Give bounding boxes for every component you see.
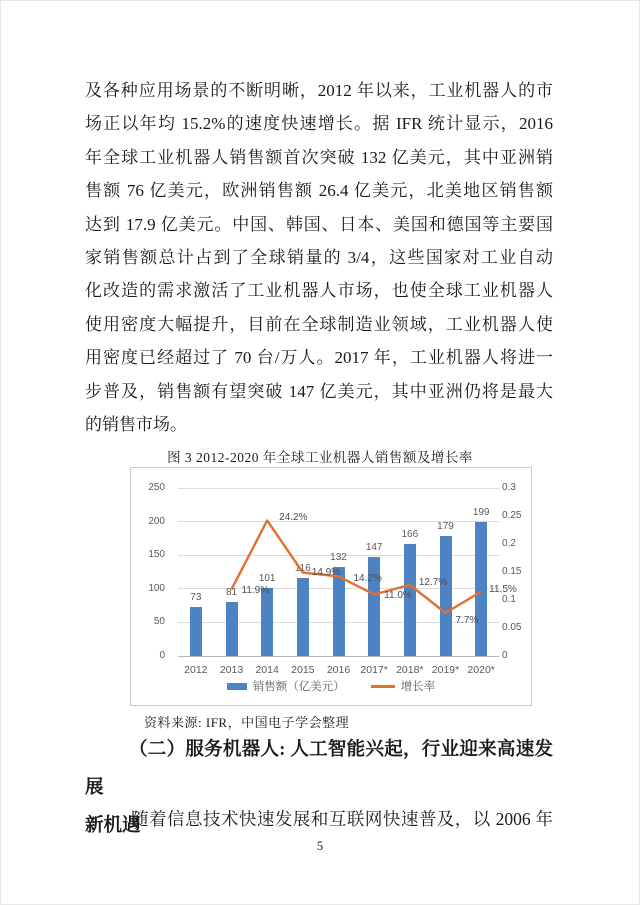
bar-value-label: 199	[472, 507, 490, 519]
y-axis-tick-right: 0	[502, 650, 508, 661]
x-axis-tick: 2013	[219, 664, 244, 676]
text-line: 家销售额总计占到了全球销量的 3/4，这些国家对工业自动	[85, 248, 553, 268]
text-line: 化改造的需求激活了工业机器人市场，也使全球工业机器人	[85, 281, 553, 301]
bar	[190, 607, 202, 656]
legend-item-sales	[227, 678, 345, 694]
bar	[333, 567, 345, 656]
text-line: 售额 76 亿美元，欧洲销售额 26.4 亿美元，北美地区销售额	[85, 181, 553, 201]
line-point-label: 11.5%	[489, 583, 517, 595]
figure-caption: 图 3 2012-2020 年全球工业机器人销售额及增长率	[167, 450, 473, 465]
y-axis-tick-left: 250	[148, 482, 165, 493]
x-axis-tick: 2019*	[431, 664, 460, 676]
x-axis-tick: 2012	[184, 664, 208, 676]
y-axis-tick-right: 0.3	[502, 482, 516, 493]
heading-line: （二）服务机器人: 人工智能兴起，行业迎来高速发展	[85, 740, 553, 798]
bar-value-label: 116	[294, 563, 311, 575]
y-axis-tick-right: 0.05	[502, 622, 522, 633]
line-point-label: 7.7%	[455, 614, 479, 626]
line-point-label: 14.2%	[353, 573, 382, 585]
x-axis-tick: 2017*	[360, 664, 388, 676]
paragraph-industrial-robots	[85, 74, 553, 441]
bar-swatch-icon	[227, 683, 247, 690]
page-number: 5	[316, 839, 324, 853]
legend-item-growth	[371, 678, 436, 694]
y-axis-tick-right: 0.25	[502, 510, 522, 521]
legend-label: 增长率	[400, 681, 436, 693]
line-point-label: 11.0%	[384, 590, 412, 602]
figure-chart	[130, 467, 532, 706]
bar-value-label: 166	[401, 529, 419, 541]
bar	[226, 602, 238, 656]
y-axis-tick-left: 200	[148, 515, 165, 527]
line-point-label: 24.2%	[279, 512, 308, 524]
heading-line: 新机遇	[85, 816, 141, 836]
y-axis-tick-left: 100	[148, 582, 165, 594]
bar-value-label: 73	[190, 591, 202, 603]
legend-label: 销售额（亿美元）	[252, 681, 345, 693]
bar-value-label: 101	[258, 573, 276, 585]
y-axis-tick-left: 50	[153, 616, 165, 628]
text-line: 使用密度大幅提升，目前在全球制造业领域，工业机器人使	[85, 314, 553, 334]
text-line: 步普及，销售额有望突破 147 亿美元，其中亚洲仍将是最大	[85, 381, 553, 401]
figure-source-note: 资料来源: IFR，中国电子学会整理	[144, 715, 350, 730]
line-point-label: 14.9%	[311, 566, 341, 578]
line-point-label: 12.7%	[418, 576, 448, 588]
x-axis-tick: 2016	[326, 664, 351, 676]
line-swatch-icon	[371, 685, 395, 688]
x-axis-tick: 2018*	[396, 664, 424, 676]
x-axis-tick: 2020*	[467, 664, 495, 676]
bar	[297, 578, 309, 656]
bar-value-label: 147	[365, 542, 383, 554]
text-line: 场正以年均 15.2%的速度快速增长。据 IFR 统计显示，2016	[85, 114, 553, 134]
bar	[368, 557, 380, 656]
text-line: 及各种应用场景的不断明晰，2012 年以来，工业机器人的市	[85, 81, 553, 100]
y-axis-tick-left: 150	[148, 549, 165, 561]
y-axis-tick-right: 0.2	[502, 538, 516, 549]
y-axis-tick-left: 0	[159, 650, 165, 661]
gridline	[178, 488, 499, 489]
bar-value-label: 132	[330, 552, 347, 564]
chart-legend	[131, 678, 531, 694]
y-axis-tick-right: 0.15	[502, 566, 522, 577]
x-axis-tick: 2014	[255, 664, 279, 676]
bar-value-label: 179	[437, 520, 454, 532]
text-line: 达到 17.9 亿美元。中国、韩国、日本、美国和德国等主要国	[85, 214, 553, 234]
bar	[440, 536, 452, 656]
text-line: 的销售市场。	[85, 415, 187, 435]
paragraph-service-robots	[85, 805, 553, 833]
text-line: 用密度已经超过了 70 台/万人。2017 年，工业机器人将进一	[85, 348, 553, 368]
text-line: 随着信息技术快速发展和互联网快速普及，以 2006 年	[131, 809, 553, 829]
bar-value-label: 81	[225, 586, 238, 598]
x-axis-tick: 2015	[291, 664, 315, 676]
y-axis-tick-right: 0.1	[502, 594, 516, 605]
bar	[261, 588, 273, 656]
line-point-label: 11.9%	[241, 585, 270, 597]
bar	[475, 522, 487, 656]
text-line: 年全球工业机器人销售额首次突破 132 亿美元，其中亚洲销	[85, 147, 553, 167]
